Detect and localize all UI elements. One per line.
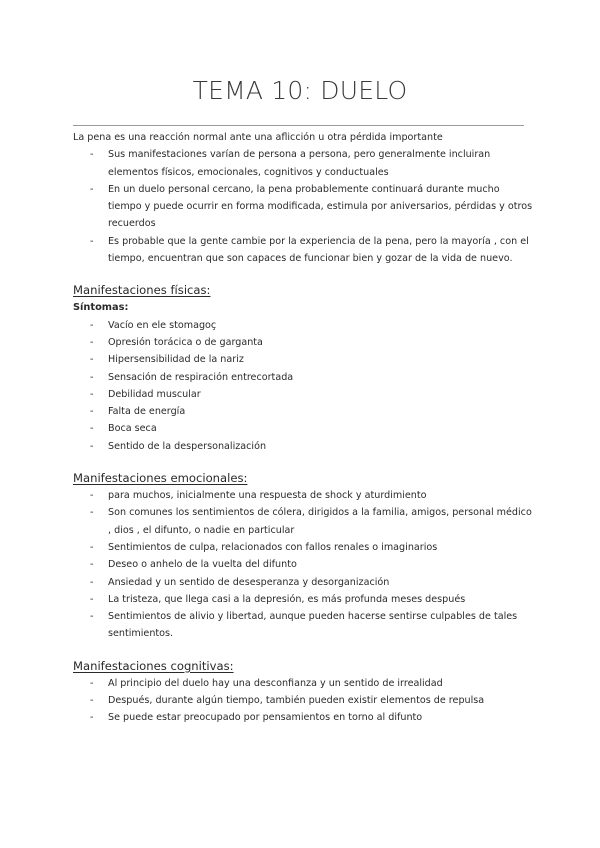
section-heading-emotional: Manifestaciones emocionales: <box>73 471 248 486</box>
list-item: - Deseo o anhelo de la vuelta del difunto <box>90 559 297 571</box>
list-item: - Son comunes los sentimientos de cólera, dirigidos a la familia, amigos, personal médico , dios , el difunto, o nadie en particular <box>90 507 532 536</box>
document-body <box>73 129 533 727</box>
list-item: - Después, durante algún tiempo, también pueden existir elementos de repulsa <box>90 695 485 707</box>
cognitive-list <box>73 675 533 727</box>
list-item: - para muchos, inicialmente una respuesta de shock y aturdimiento <box>90 490 427 502</box>
list-item: - Boca seca <box>90 423 157 435</box>
list-item: - Debilidad muscular <box>90 388 201 400</box>
list-item: - La tristeza, que llega casi a la depresión, es más profunda meses después <box>90 593 466 605</box>
list-item: - Hipersensibilidad de la nariz <box>90 354 244 366</box>
section-heading-cognitive: Manifestaciones cognitivas: <box>73 658 234 673</box>
list-item: - Al principio del duelo hay una desconfianza y un sentido de irrealidad <box>90 677 443 689</box>
list-item: - En un duelo personal cercano, la pena probablemente continuará durante mucho tiempo y puede ocurrir en forma modificada, estimula por aniversarios, pérdidas y otros recuerdos <box>90 183 533 230</box>
title-divider <box>73 125 524 126</box>
list-item: - Vacío en ele stomagoç <box>90 319 217 331</box>
list-item: - Se puede estar preocupado por pensamientos en torno al difunto <box>90 712 423 724</box>
list-item: - Sus manifestaciones varían de persona a persona, pero generalmente incluiran elementos físicos, emocionales, cognitivos y conductuales <box>90 149 491 178</box>
list-item: - Falta de energía <box>90 406 186 418</box>
list-item: - Sensación de respiración entrecortada <box>90 371 294 383</box>
list-item: - Opresión torácica o de garganta <box>90 336 263 348</box>
section-heading-physical: Manifestaciones físicas: <box>73 283 211 298</box>
emotional-list <box>73 487 533 643</box>
physical-list <box>73 317 533 455</box>
list-item: - Sentimientos de alivio y libertad, aunque pueden hacerse sentirse culpables de tales sentimientos. <box>90 611 518 640</box>
list-item: - Sentido de la despersonalización <box>90 440 267 452</box>
list-item: - Sentimientos de culpa, relacionados con fallos renales o imaginarios <box>90 541 438 553</box>
list-item: - Ansiedad y un sentido de desesperanza y desorganización <box>90 576 390 588</box>
list-item: - Es probable que la gente cambie por la experiencia de la pena, pero la mayoría , con el tiempo, encuentran que son capaces de funcionar bien y gozar de la vida de nuevo. <box>90 235 529 265</box>
subheading-symptoms: Síntomas: <box>73 302 129 314</box>
intro-list <box>73 146 533 267</box>
intro-paragraph: La pena es una reacción normal ante una aflicción u otra pérdida importante <box>73 132 443 143</box>
page-title: TEMA 10: DUELO <box>192 76 408 105</box>
